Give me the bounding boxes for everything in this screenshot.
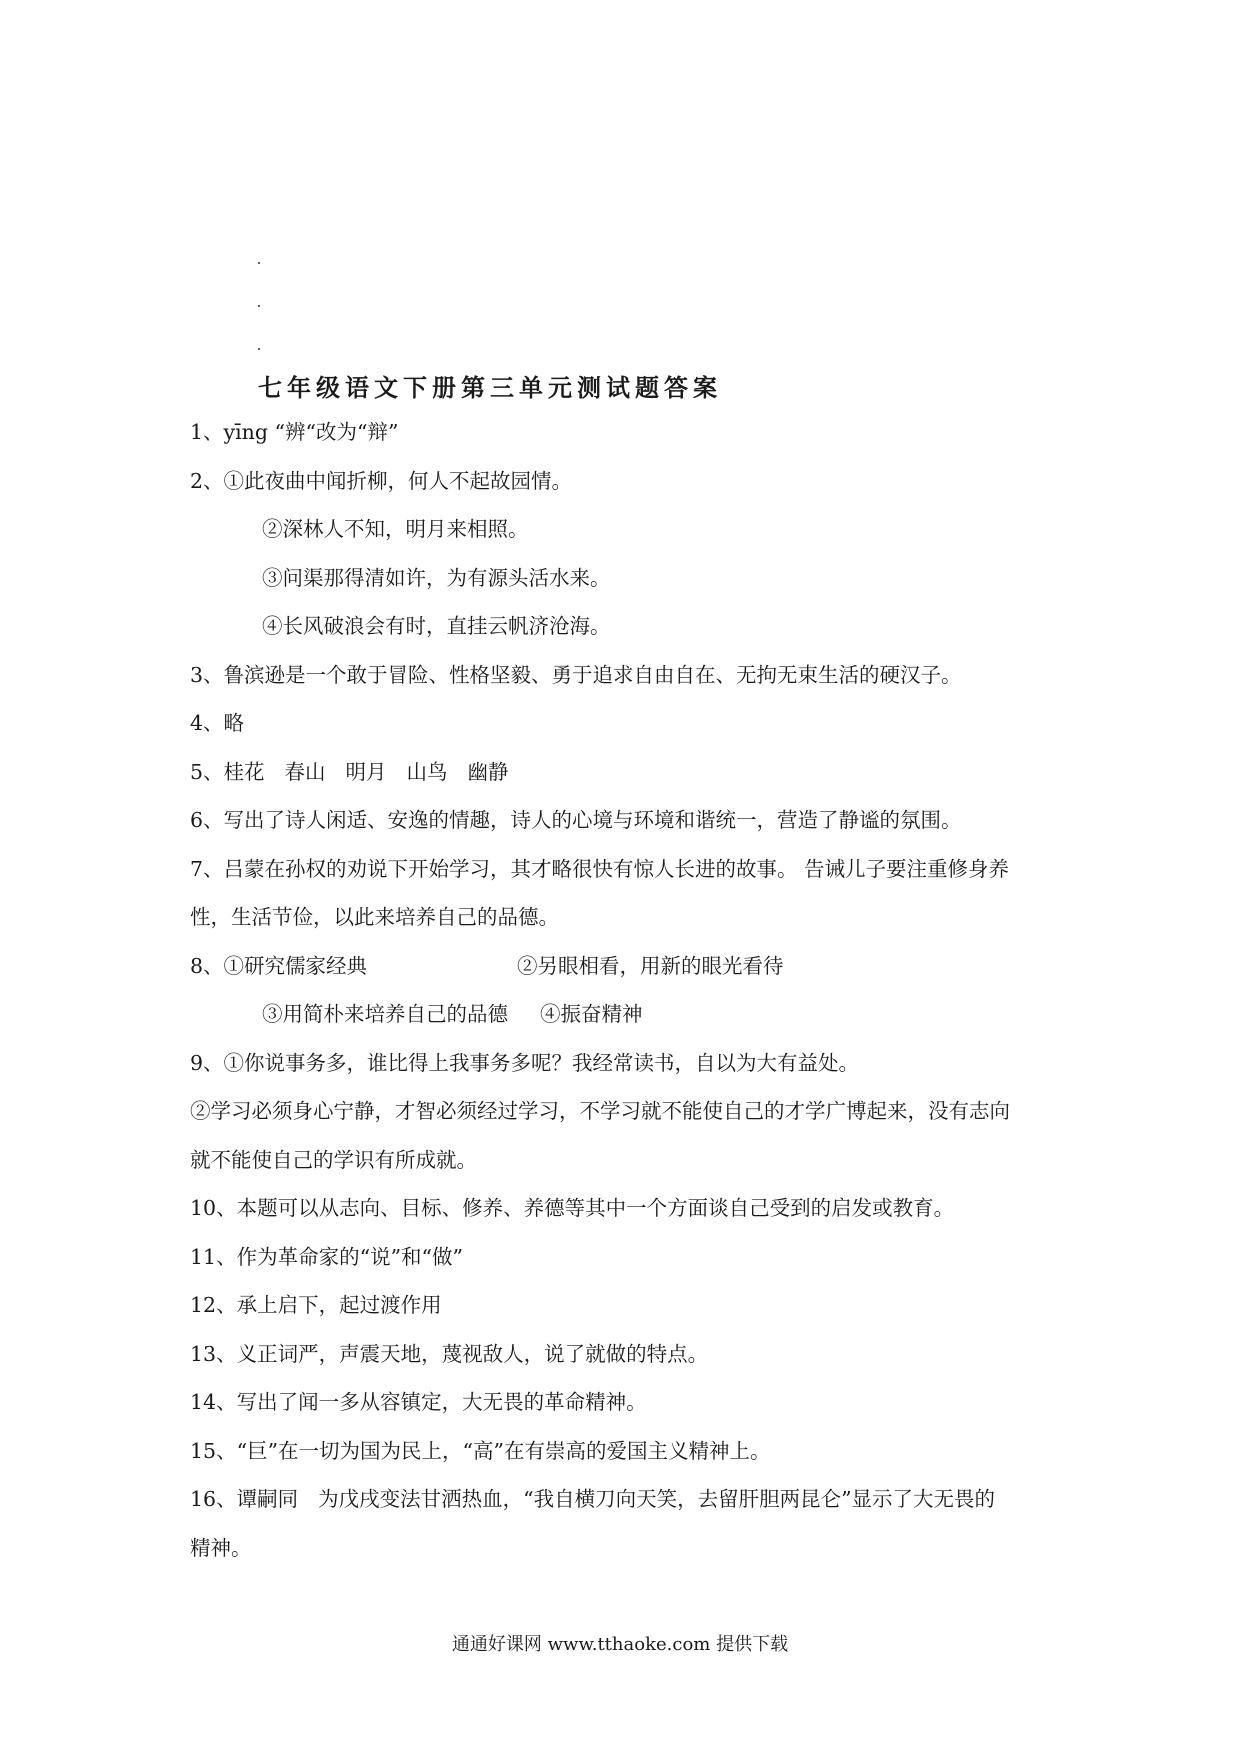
page-title: 七年级语文下册第三单元测试题答案 bbox=[258, 373, 722, 402]
answer-2-line-2: ②深林人不知，明月来相照。 bbox=[262, 517, 529, 541]
mark-dot bbox=[258, 305, 260, 307]
mark-dot bbox=[258, 262, 260, 264]
answer-11: 11、作为革命家的“说”和“做” bbox=[190, 1244, 464, 1269]
answer-7-line-2: 性，生活节俭，以此来培养自己的品德。 bbox=[190, 905, 559, 929]
answer-3: 3、鲁滨逊是一个敢于冒险、性格坚毅、勇于追求自由自在、无拘无束生活的硬汉子。 bbox=[190, 662, 962, 687]
answer-16-line-2: 精神。 bbox=[190, 1535, 252, 1560]
answer-16-line-1 bbox=[190, 1475, 1070, 1524]
answer-9-line-1: 9、①你说事务多，谁比得上我事务多呢？我经常读书，自以为大有益处。 bbox=[190, 1050, 860, 1075]
answer-5-item: 明月 bbox=[345, 759, 387, 784]
answer-16-name: 16、谭嗣同 bbox=[190, 1487, 299, 1511]
answer-8-item-1: 8、①研究儒家经典 bbox=[190, 953, 368, 978]
page-footer: 通通好课网 www.tthaoke.com 提供下载 bbox=[451, 1634, 789, 1655]
answer-5-item: 春山 bbox=[284, 759, 326, 784]
answer-2-line-3: ③问渠那得清如许，为有源头活水来。 bbox=[262, 565, 611, 590]
answer-1: 1、yīng “辨“改为“辩” bbox=[190, 420, 399, 444]
answer-8-item-3: ③用简朴来培养自己的品德 bbox=[262, 1002, 508, 1026]
answer-5-item: 幽静 bbox=[467, 759, 509, 784]
answer-5 bbox=[190, 748, 1070, 797]
answer-13: 13、义正词严，声震天地，蔑视敌人，说了就做的特点。 bbox=[190, 1341, 709, 1366]
answer-7-line-1: 7、吕蒙在孙权的劝说下开始学习，其才略很快有惊人长进的故事。 告诫儿子要注重修身养 bbox=[190, 856, 1010, 881]
answer-4: 4、略 bbox=[190, 711, 245, 735]
answer-8-item-4: ④振奋精神 bbox=[540, 1002, 643, 1026]
answer-8-line-2 bbox=[190, 990, 1070, 1039]
answer-16-text: 为戊戌变法甘洒热血，“我自横刀向天笑，去留肝胆两昆仑”显示了大无畏的 bbox=[318, 1487, 996, 1511]
answer-12: 12、承上启下，起过渡作用 bbox=[190, 1293, 442, 1317]
mark-dot bbox=[258, 348, 260, 350]
answer-9-line-2: ②学习必须身心宁静，才智必须经过学习，不学习就不能使自己的才学广博起来，没有志向 bbox=[190, 1099, 1010, 1123]
answer-8-item-2: ②另眼相看，用新的眼光看待 bbox=[517, 953, 784, 978]
answer-6: 6、写出了诗人闲适、安逸的情趣，诗人的心境与环境和谐统一，营造了静谧的氛围。 bbox=[190, 808, 962, 832]
answer-10: 10、本题可以从志向、目标、修养、养德等其中一个方面谈自己受到的启发或教育。 bbox=[190, 1196, 955, 1220]
answer-5-item: 5、桂花 bbox=[190, 759, 265, 784]
answer-5-item: 山鸟 bbox=[406, 759, 448, 784]
answer-14: 14、写出了闻一多从容镇定，大无畏的革命精神。 bbox=[190, 1390, 647, 1414]
answer-list bbox=[190, 408, 1070, 1572]
answer-8-line-1 bbox=[190, 942, 1070, 991]
answer-2-line-4: ④长风破浪会有时，直挂云帆济沧海。 bbox=[262, 614, 611, 638]
answer-15: 15、“巨”在一切为国为民上，“高”在有崇高的爱国主义精神上。 bbox=[190, 1438, 771, 1463]
answer-2-line-1: 2、①此夜曲中闻折柳，何人不起故园情。 bbox=[190, 468, 573, 493]
answer-9-line-3: 就不能使自己的学识有所成就。 bbox=[190, 1147, 477, 1172]
